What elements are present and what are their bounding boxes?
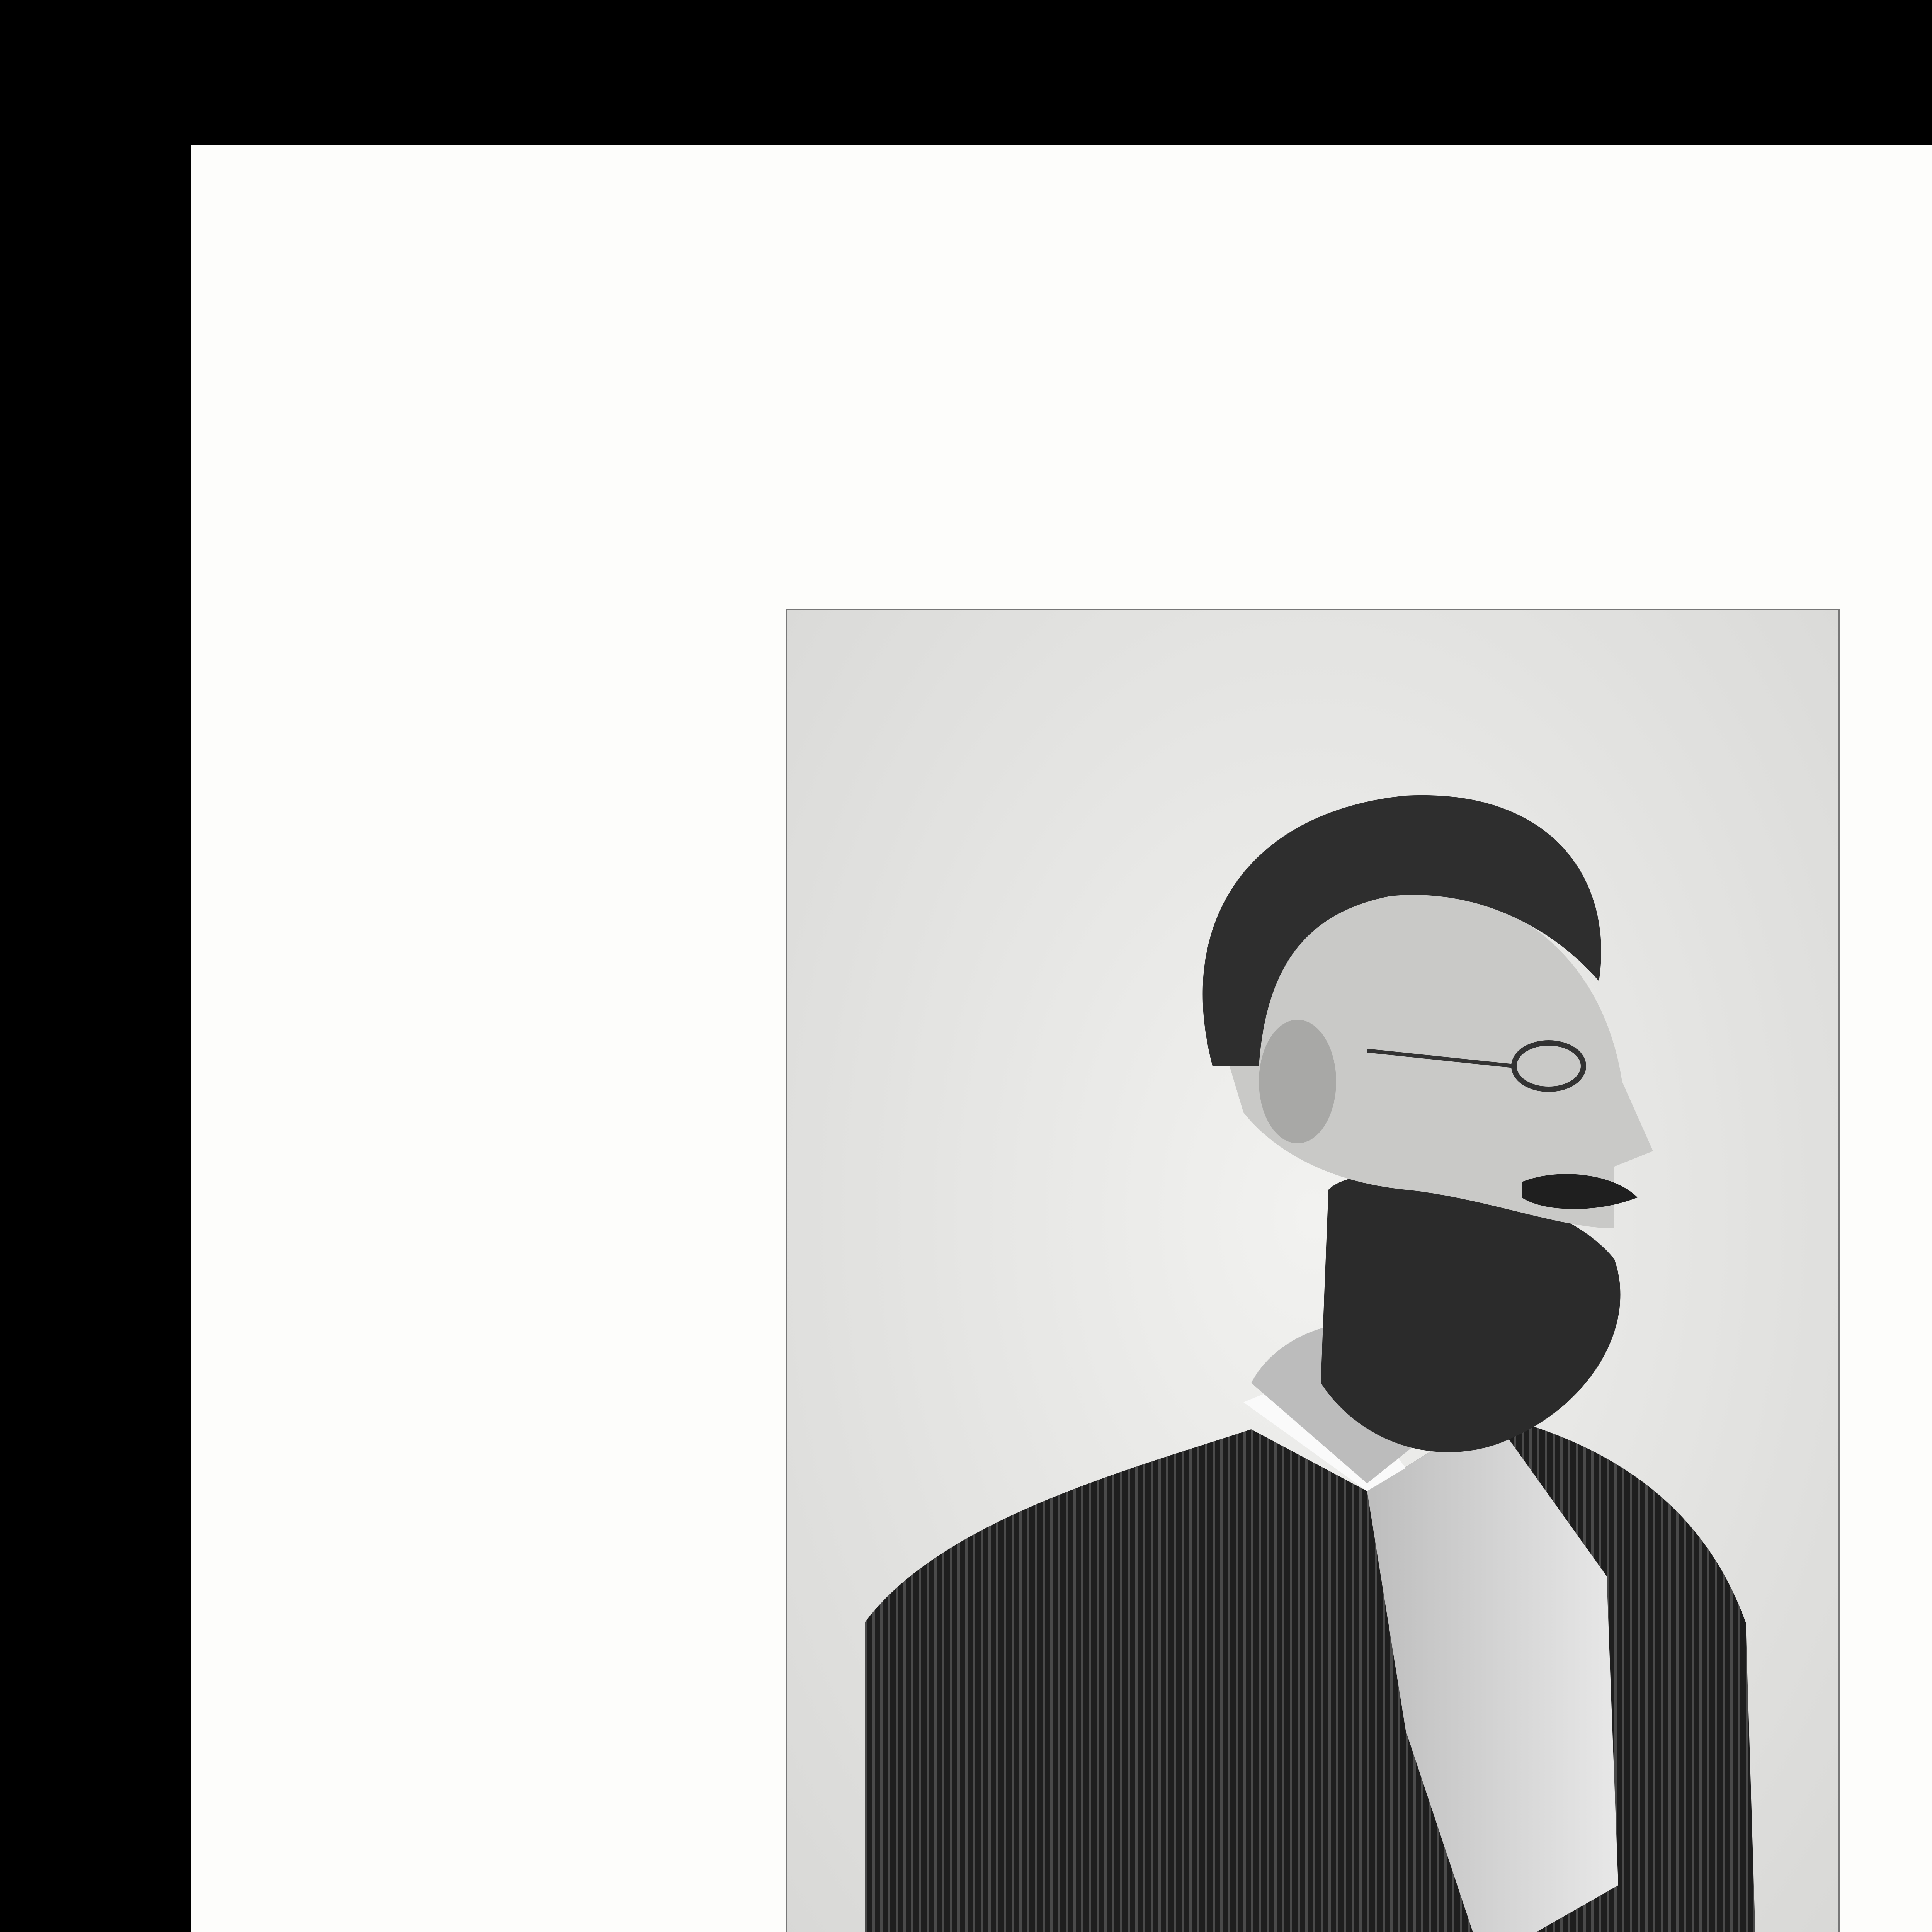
portrait-engraving <box>787 610 1838 1932</box>
portrait-photograph <box>786 609 1840 1932</box>
magazine-page <box>191 145 1932 1932</box>
